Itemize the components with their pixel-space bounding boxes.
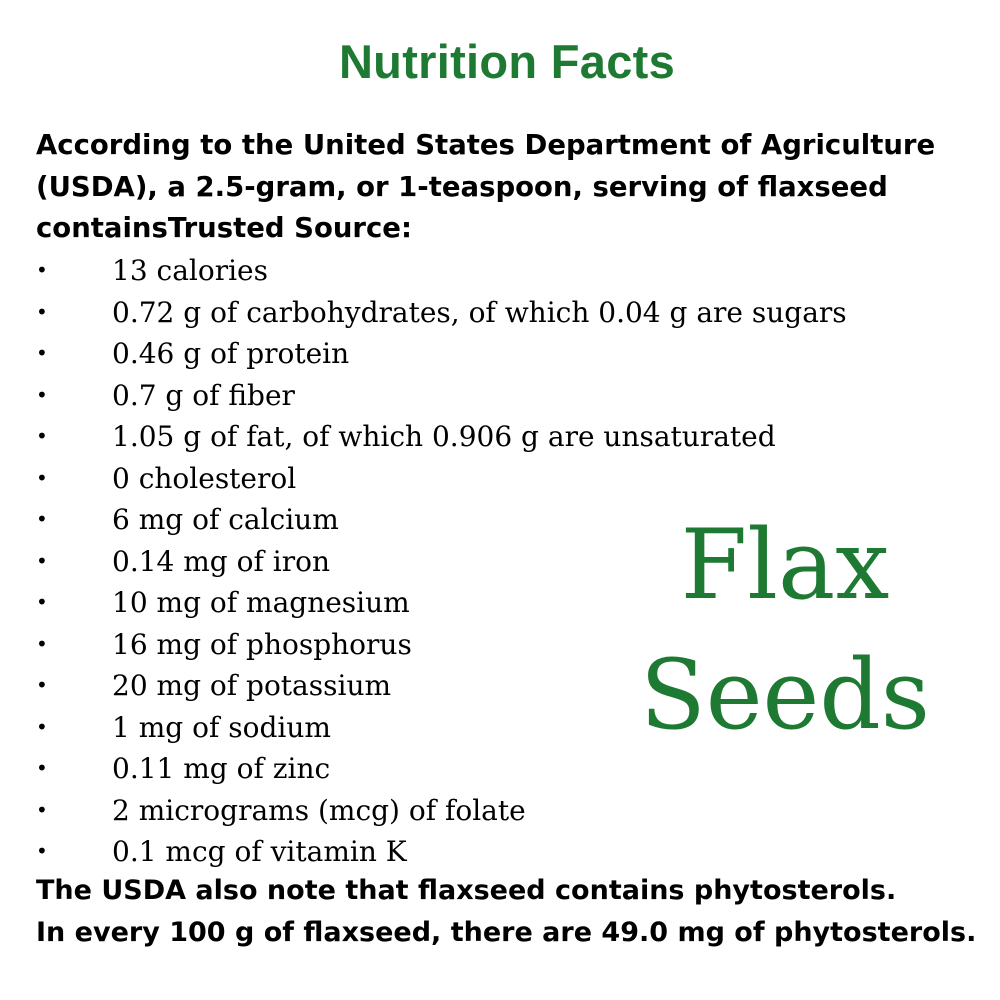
bullet-icon: • [36, 299, 48, 324]
bullet-icon: • [36, 507, 48, 531]
brand-word-flax: Flax [680, 509, 890, 621]
intro-line: According to the United States Department of Agriculture [36, 129, 936, 161]
list-item [36, 458, 847, 500]
list-item [36, 250, 847, 292]
nutrient-text: 1 mg of sodium [112, 710, 331, 744]
bullet-icon: • [36, 548, 48, 573]
bullet-icon: • [36, 839, 48, 863]
nutrient-text: 2 micrograms (mcg) of folate [112, 793, 526, 827]
bullet-icon: • [36, 341, 48, 365]
intro-line: containsTrusted Source: [36, 212, 412, 244]
nutrient-text: 1.05 g of fat, of which 0.906 g are unsaturated [112, 420, 776, 453]
nutrient-text: 0.72 g of carbohydrates, of which 0.04 g are sugars [112, 295, 847, 329]
bullet-icon: • [36, 714, 48, 739]
nutrient-text: 20 mg of potassium [112, 669, 392, 702]
bullet-icon: • [36, 797, 48, 822]
footer-line: The USDA also note that flaxseed contains phytosterols. [36, 875, 897, 906]
list-item [36, 333, 847, 375]
list-item [36, 292, 847, 334]
nutrient-text: 0 cholesterol [112, 461, 297, 495]
bullet-icon: • [36, 424, 48, 448]
bullet-icon: • [36, 673, 48, 697]
bullet-icon: • [36, 631, 48, 656]
bullet-icon: • [36, 756, 48, 780]
nutrient-text: 0.14 mg of iron [112, 544, 330, 578]
footer-line: In every 100 g of flaxseed, there are 49.0 mg of phytosterols. [36, 917, 977, 948]
nutrient-text: 10 mg of magnesium [112, 586, 410, 619]
list-item [36, 375, 847, 417]
list-item [36, 790, 847, 832]
list-item [36, 416, 847, 458]
bullet-icon: • [36, 382, 48, 407]
nutrient-text: 13 calories [112, 254, 268, 287]
page-title: Nutrition Facts [338, 35, 676, 88]
intro-line: (USDA), a 2.5-gram, or 1-teaspoon, serving of flaxseed [36, 170, 888, 203]
brand-word-seeds: Seeds [639, 639, 931, 751]
bullet-icon: • [36, 590, 48, 614]
nutrient-text: 0.7 g of fiber [112, 378, 295, 412]
brand-heading [620, 500, 950, 760]
nutrient-text: 0.11 mg of zinc [112, 752, 331, 785]
bullet-icon: • [36, 258, 48, 282]
nutrient-text: 0.1 mcg of vitamin K [112, 835, 407, 868]
nutrient-text: 0.46 g of protein [112, 337, 350, 370]
bullet-icon: • [36, 465, 48, 490]
footer-paragraph [36, 870, 996, 954]
list-item [36, 831, 847, 873]
nutrient-text: 16 mg of phosphorus [112, 627, 412, 661]
intro-paragraph [36, 125, 936, 250]
nutrient-text: 6 mg of calcium [112, 503, 339, 536]
